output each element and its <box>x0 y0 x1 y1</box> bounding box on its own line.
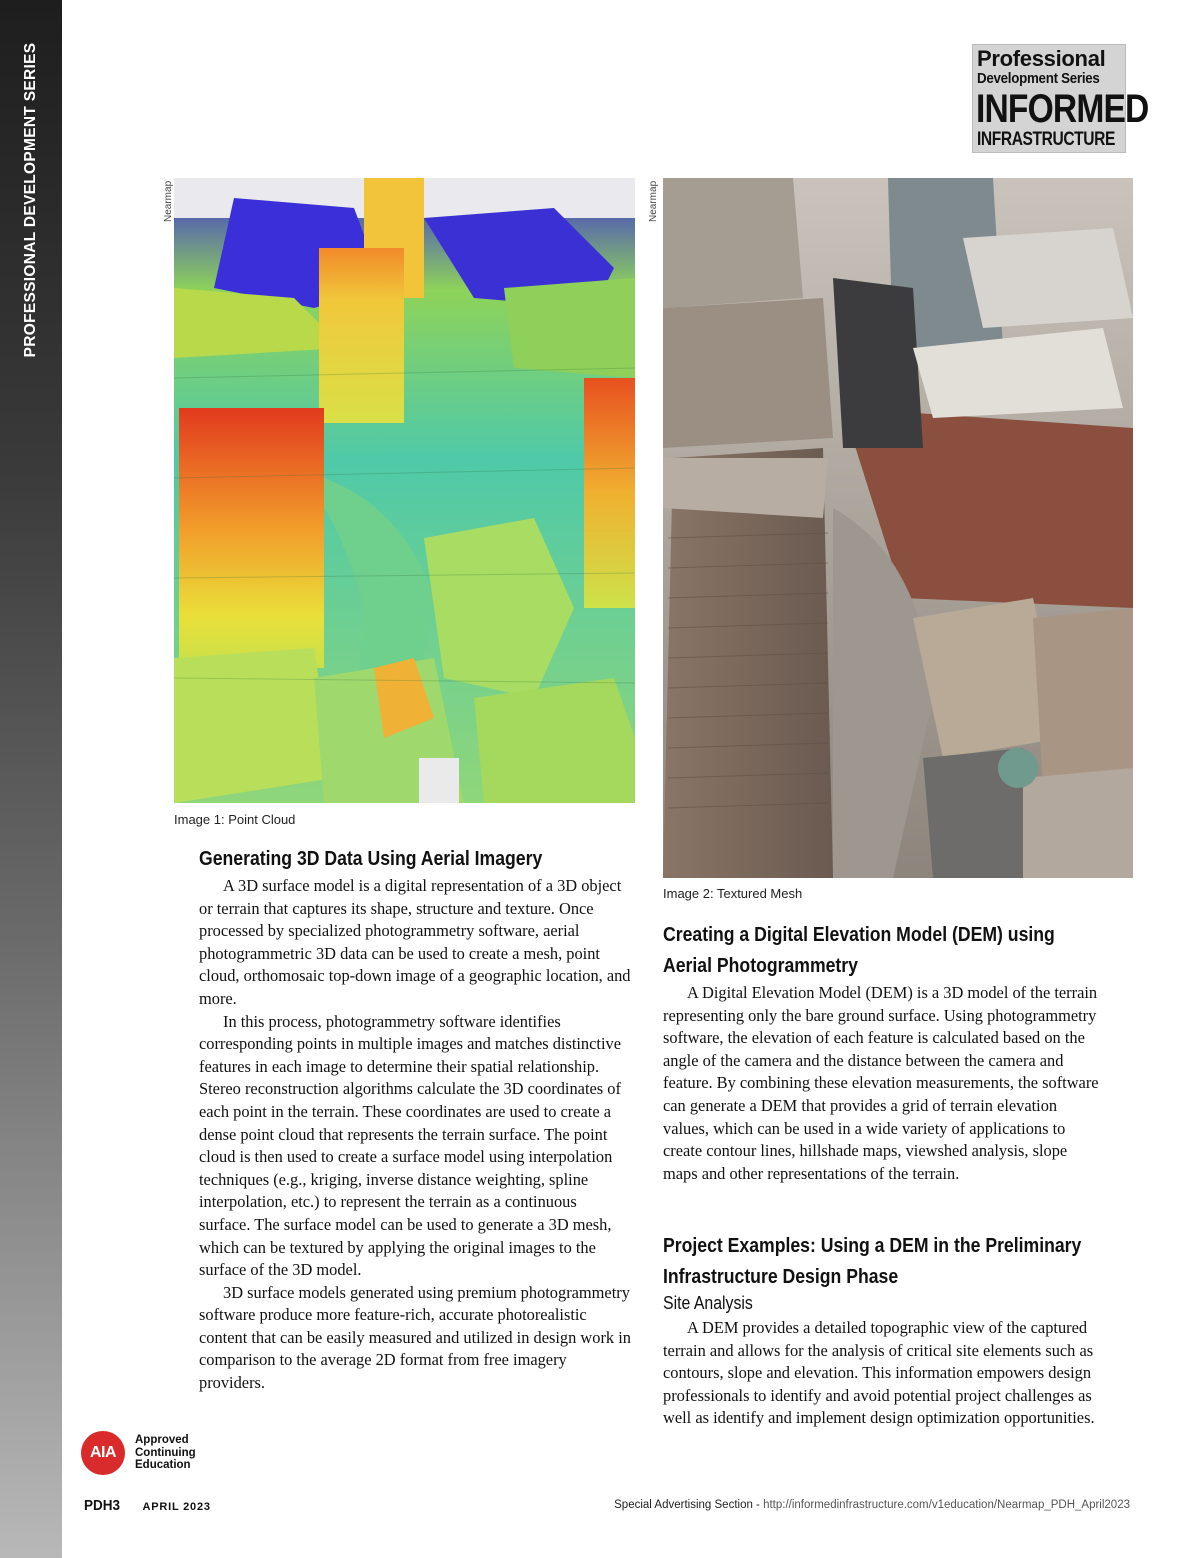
left-article-body <box>199 875 631 1395</box>
logo-line-development-series: Development Series <box>977 71 1100 87</box>
publication-logo <box>972 44 1149 153</box>
subheading-site-analysis: Site Analysis <box>663 1293 753 1313</box>
body-paragraph: A DEM provides a detailed topographic view of the captured terrain and allows for the analysis of critical site elements such as contours, slope and elevation. This information empowers design professionals to identify and avoid potential project challenges as well as identify and implement design optimization opportunities. <box>663 1318 1095 1428</box>
right-article-body-site-analysis <box>663 1317 1098 1430</box>
side-band <box>0 0 62 1558</box>
image-caption: Image 1: Point Cloud <box>174 812 296 827</box>
image-credit: Nearmap <box>648 180 659 222</box>
page-number: PDH3 <box>84 1497 121 1514</box>
section-heading-3d-data: Generating 3D Data Using Aerial Imagery <box>199 847 543 870</box>
aia-logo: AIA <box>81 1431 125 1475</box>
body-paragraph: 3D surface models generated using premium photogrammetry software produce more feature-rich, accurate photorealistic content that can be easily measured and utilized in design work in comparison to the average 2D format from free imagery providers. <box>199 1282 631 1393</box>
textured-mesh-image <box>663 178 1133 878</box>
footer-source <box>614 1499 1130 1511</box>
footer-separator: - <box>752 1499 764 1511</box>
logo-line-professional: Professional <box>977 46 1106 71</box>
right-article-body-dem <box>663 982 1105 1185</box>
issue-date: APRIL 2023 <box>142 1501 211 1513</box>
side-band-title: PROFESSIONAL DEVELOPMENT SERIES <box>22 42 39 358</box>
section-heading-dem: Creating a Digital Elevation Model (DEM) using Aerial Photogrammetry <box>663 923 1055 977</box>
body-paragraph: A 3D surface model is a digital representation of a 3D object or terrain that captures its shape, structure and texture. Once processed by specialized photogrammetry software, aerial photogrammetric 3D data can be used to create a mesh, point cloud, orthomosaic top-down image of a geographic location, and more. <box>199 876 631 1008</box>
logo-line-infrastructure: INFRASTRUCTURE <box>977 129 1115 150</box>
section-heading-project-examples: Project Examples: Using a DEM in the Preliminary Infrastructure Design Phase <box>663 1234 1082 1288</box>
footer-section-label: Special Advertising Section <box>614 1499 753 1511</box>
footer-url-link[interactable]: http://informedinfrastructure.com/v1education/Nearmap_PDH_April2023 <box>763 1499 1130 1511</box>
image-credit: Nearmap <box>163 180 174 222</box>
aia-badge-text: Approved Continuing Education <box>135 1434 196 1471</box>
point-cloud-image <box>174 178 635 803</box>
body-paragraph: In this process, photogrammetry software identifies corresponding points in multiple images and matches distinctive features in each image to determine their spatial relationship. Stereo reconstruction algorithms calculate the 3D coordinates of each point in the terrain. These coordinates are used to create a dense point cloud that represents the terrain surface. The point cloud is then used to create a surface model using interpolation techniques (e.g., kriging, inverse distance weighting, spline interpolation, etc.) to represent the terrain as a continuous surface. The surface model can be used to generate a 3D mesh, which can be textured by applying the original images to the surface of the 3D model. <box>199 1011 621 1280</box>
body-paragraph: A Digital Elevation Model (DEM) is a 3D model of the terrain representing only the bare ground surface. Using photogrammetry software, the elevation of each feature is calculated based on the angle of the camera and the distance between the camera and feature. By combining these elevation measurements, the software can generate a DEM that provides a grid of terrain elevation values, which can be used in a wide variety of applications to create contour lines, hillshade maps, viewshed analysis, slope maps and other representations of the terrain. <box>663 983 1099 1183</box>
image-caption: Image 2: Textured Mesh <box>663 886 803 901</box>
footer-page-info <box>84 1497 211 1515</box>
logo-line-informed: INFORMED <box>976 87 1149 131</box>
